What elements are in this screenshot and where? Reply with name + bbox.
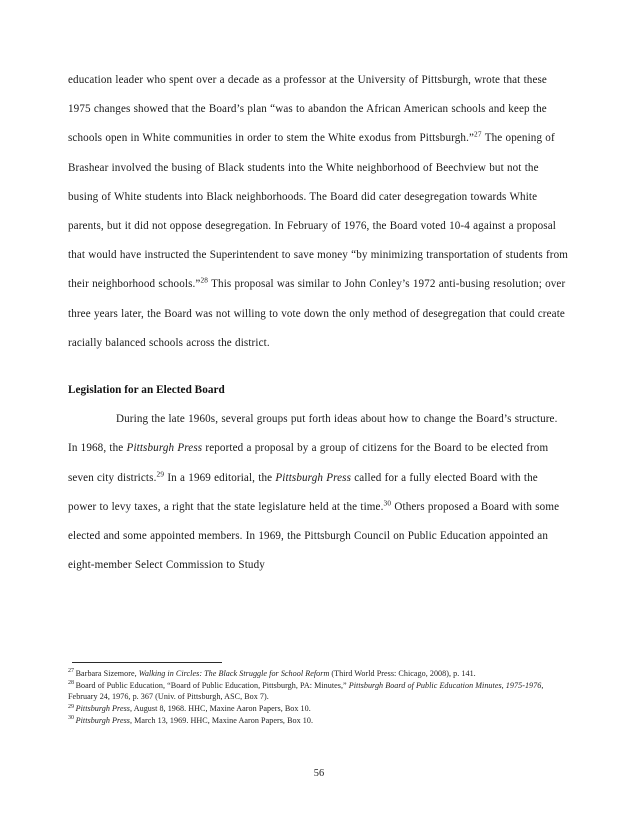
footnote-number-29: 29 — [68, 703, 75, 710]
paragraph-2-segment-a: During the late 1960s, several groups put forth ideas about how to change the Board’s structure. In 1968, the — [68, 413, 558, 455]
footnote-number-28: 28 — [68, 680, 75, 687]
footnote-30-part-0: Pittsburgh Press — [75, 716, 130, 726]
footnote-entry-29 — [68, 703, 568, 714]
footnotes-section — [68, 662, 568, 727]
footnote-list — [68, 668, 568, 727]
footnote-entry-27 — [68, 668, 568, 679]
paragraph-1-segment-a: education leader who spent over a decade as a professor at the University of Pittsburgh, wrote that these 1975 changes showed that the Board’s plan “was to abandon the African American schools and keep the schools open in White communities in order to stem the White exodus from Pittsburgh.” — [68, 74, 547, 145]
citation-title-pittsburgh-press-1: Pittsburgh Press — [126, 442, 203, 455]
footnote-reference-30[interactable]: 30 — [383, 498, 392, 508]
paragraph-2-segment-b: reported a proposal by a group of citizens for the Board to be elected from seven city districts. — [68, 442, 549, 484]
footnote-27-part-1: Walking in Circles: The Black Struggle for School Reform — [138, 669, 330, 678]
footnote-28-part-2: , February 24, 1976, p. 367 (Univ. of Pittsburgh, ASC, Box 7). — [68, 680, 544, 702]
footnote-reference-29[interactable]: 29 — [156, 468, 165, 478]
page-body-content — [68, 66, 568, 580]
footnote-30-part-1: , March 13, 1969. HHC, Maxine Aaron Papers, Box 10. — [130, 716, 314, 726]
footnote-reference-28[interactable]: 28 — [200, 275, 209, 285]
paragraph-2-segment-d: called for a fully elected Board with the power to levy taxes, a right that the state legislature held at the time. — [68, 471, 538, 513]
footnote-number-27: 27 — [68, 668, 75, 675]
footnote-reference-27[interactable]: 27 — [474, 129, 482, 139]
footnote-separator-rule — [72, 662, 222, 663]
footnote-28-part-0: Board of Public Education, “Board of Public Education, Pittsburgh, PA: Minutes,” — [75, 680, 349, 690]
footnote-27-part-2: (Third World Press: Chicago, 2008), p. 141. — [329, 669, 476, 678]
footnote-29-part-1: , August 8, 1968. HHC, Maxine Aaron Papers, Box 10. — [130, 704, 311, 714]
body-paragraph-legislation — [68, 405, 568, 580]
footnote-27-part-0: Barbara Sizemore, — [75, 669, 139, 678]
paragraph-1-segment-b: The opening of Brashear involved the busing of Black students into the White neighborhood of Beechview but not the busing of White students into Black neighborhoods. The Board did cater desegregation towards White parents, but it did not oppose desegregation. In February of 1976, the Board voted 10-4 against a proposal that would have instructed the Superintendent to save money “by minimizing transportation of students from their neighborhood schools.” — [68, 132, 569, 291]
citation-title-pittsburgh-press-2: Pittsburgh Press — [275, 471, 352, 484]
footnote-number-30: 30 — [68, 715, 75, 722]
paragraph-2-segment-c: In a 1969 editorial, the — [164, 471, 276, 484]
paragraph-2-segment-e: Others proposed a Board with some elected and some appointed members. In 1969, the Pittsburgh Council on Public Education appointed an eight-member Select Commission to Study — [68, 500, 560, 572]
footnote-28-part-1: Pittsburgh Board of Public Education Minutes, 1975-1976 — [348, 680, 542, 690]
paragraph-1-segment-c: This proposal was similar to John Conley’s 1972 anti-busing resolution; over three years later, the Board was not willing to vote down the only method of desegregation that could create racially balanced schools across the district. — [68, 278, 566, 349]
footnote-entry-30 — [68, 715, 568, 726]
section-heading-legislation: Legislation for an Elected Board — [68, 384, 225, 397]
footnote-29-part-0: Pittsburgh Press — [75, 704, 130, 714]
page-number: 56 — [313, 768, 325, 779]
body-paragraph-desegregation — [68, 66, 568, 358]
footnote-entry-28 — [68, 680, 568, 703]
